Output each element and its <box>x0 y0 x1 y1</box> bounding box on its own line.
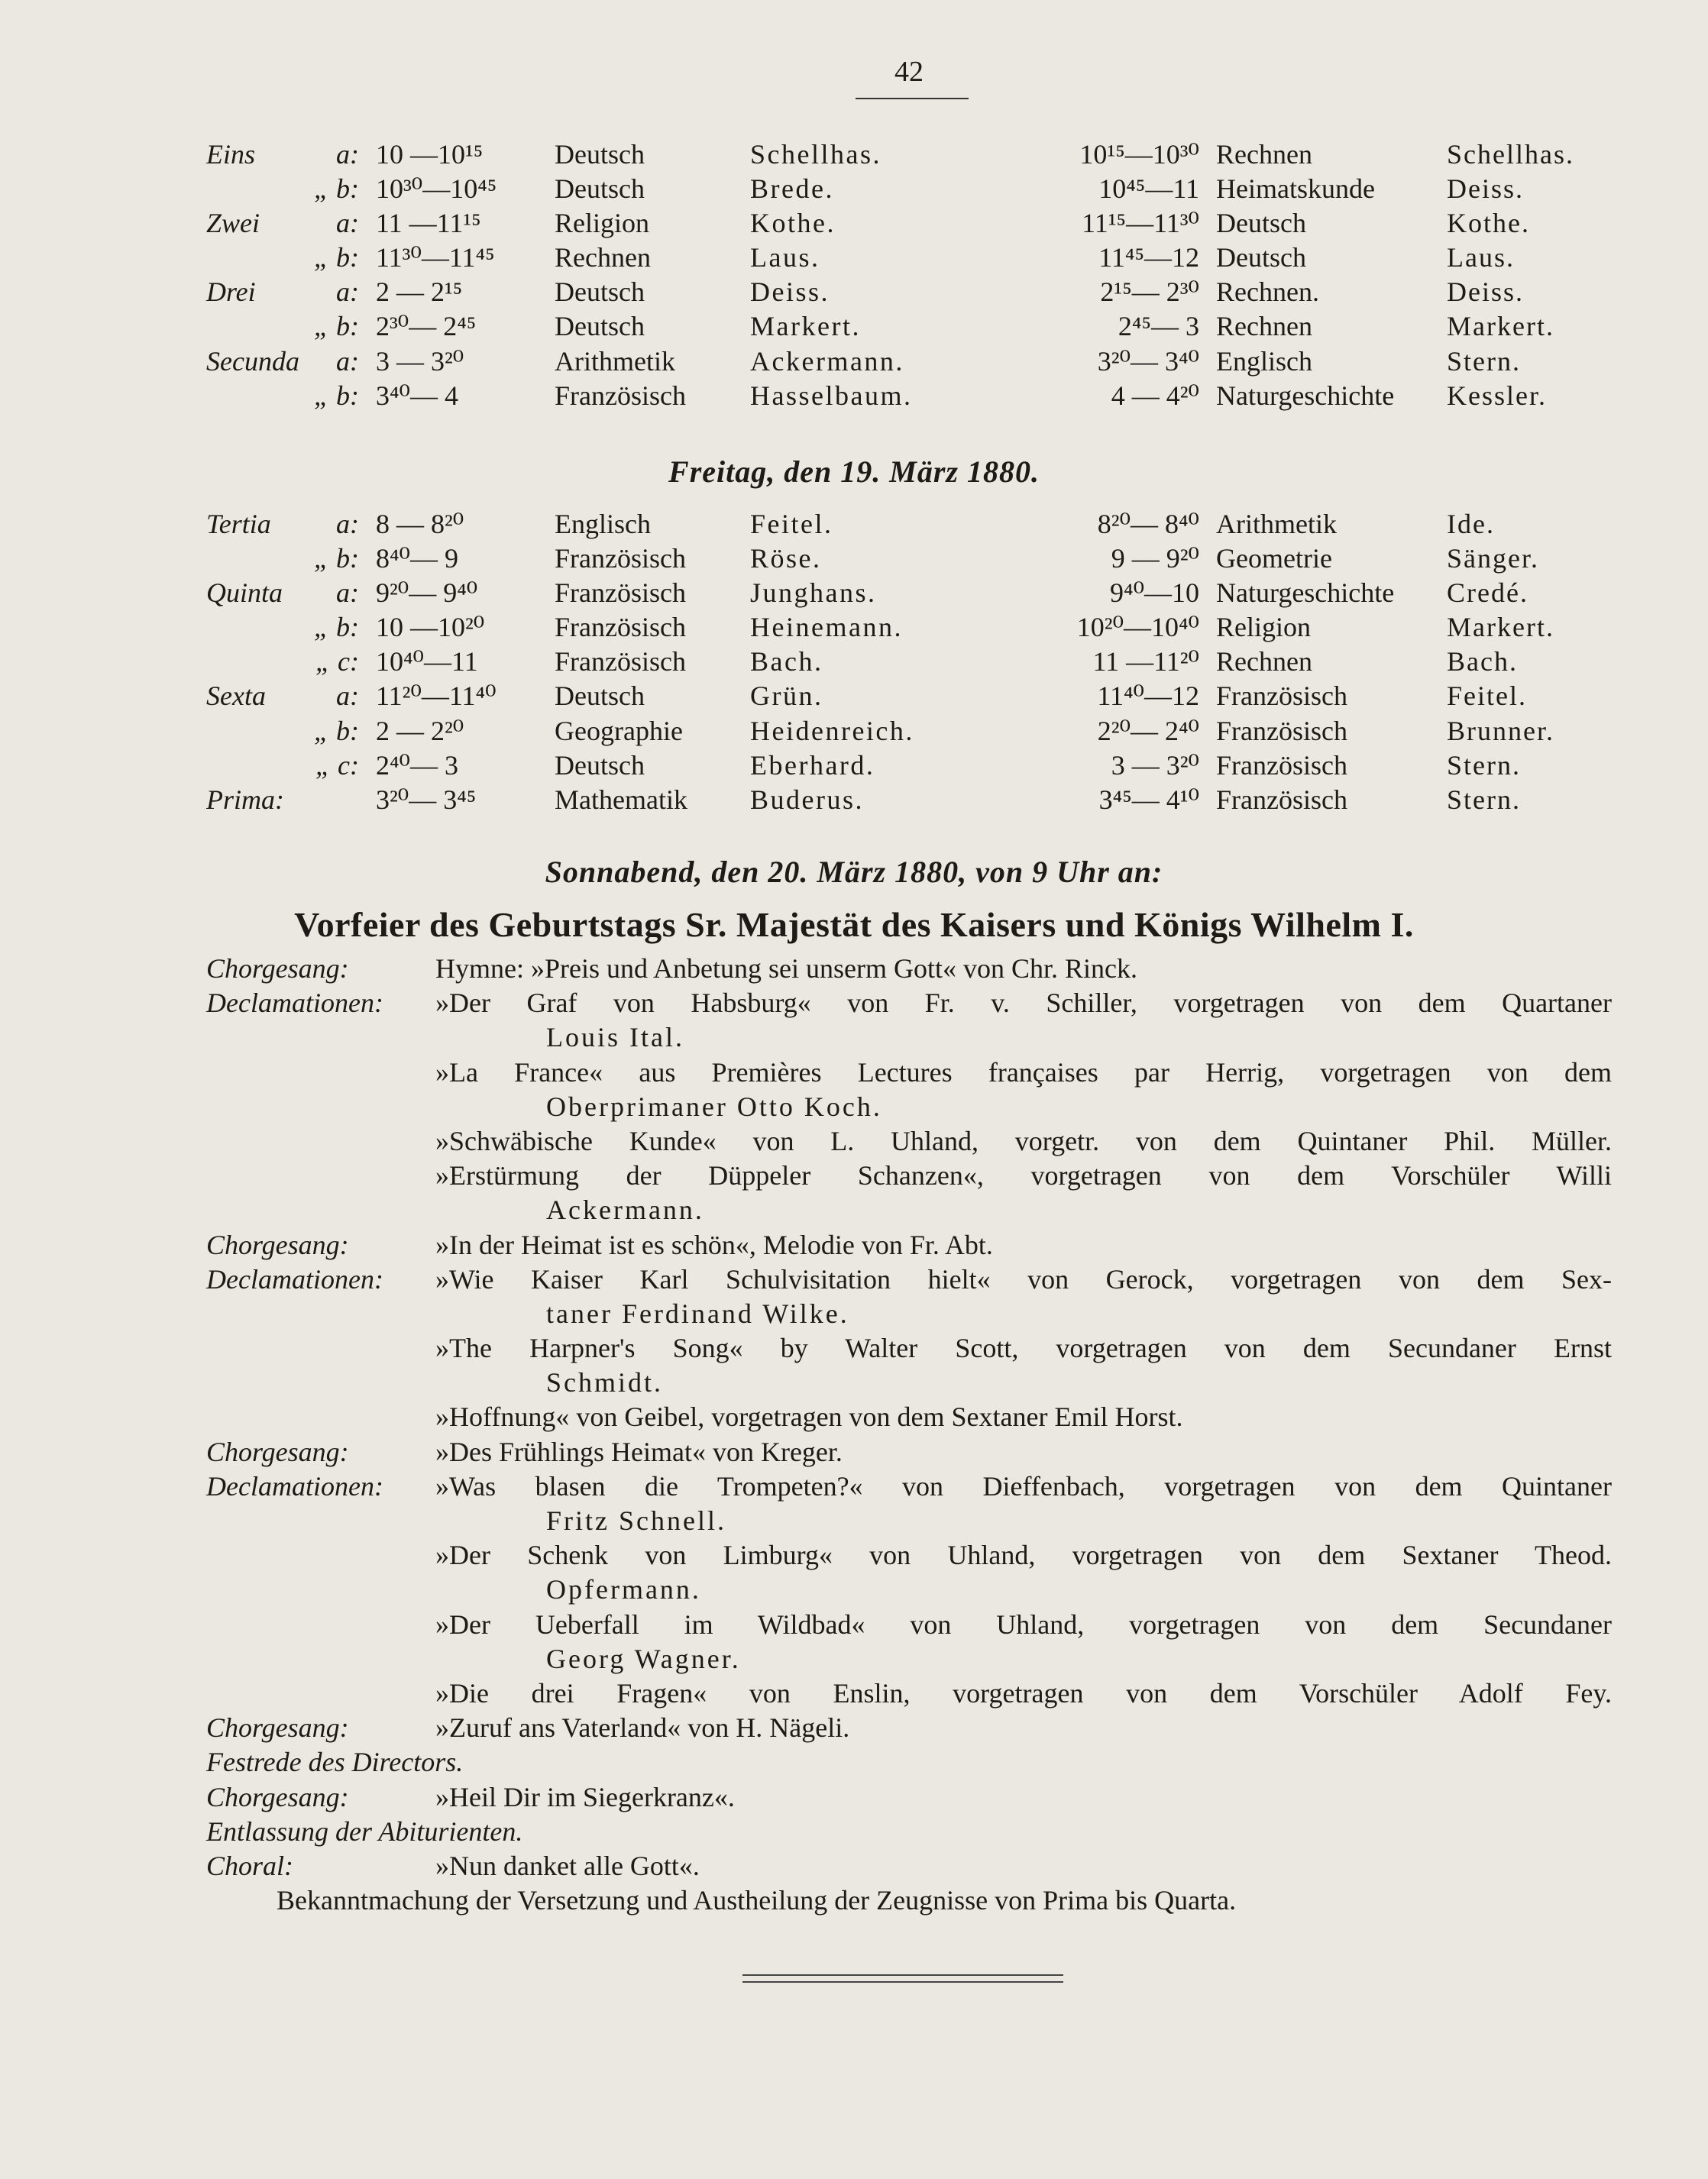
subject-second: Englisch <box>1216 345 1312 377</box>
class-section: „ c: <box>315 646 359 677</box>
programme-label: Chorgesang: <box>206 953 349 984</box>
programme-text: »Schwäbische Kunde« von L. Uhland, vorgetr. von dem Quintaner Phil. Müller. <box>435 1125 1612 1156</box>
class-section: „ b: <box>313 173 359 205</box>
class-name: Secunda <box>206 345 299 377</box>
subject-second: Arithmetik <box>1216 509 1337 539</box>
class-section: a: <box>336 681 359 712</box>
programme-text: Fritz Schnell. <box>546 1505 726 1536</box>
programme-text: Hymne: »Preis und Anbetung sei unserm Gott« von Chr. Rinck. <box>435 953 1137 984</box>
programme-label: Chorgesang: <box>206 1229 349 1260</box>
time-first: 11 —11¹⁵ <box>376 208 481 239</box>
subject-first: Französisch <box>555 612 686 643</box>
subject-first: Mathematik <box>555 784 687 815</box>
subject-second: Französisch <box>1216 681 1347 712</box>
time-first: 11³⁰—11⁴⁵ <box>376 242 495 273</box>
programme-text: Louis Ital. <box>546 1022 684 1053</box>
class-section: a: <box>336 577 359 609</box>
class-section: a: <box>336 208 359 239</box>
subject-second: Rechnen <box>1216 646 1312 677</box>
subject-second: Deutsch <box>1216 242 1306 273</box>
teacher-first: Kothe. <box>750 208 836 239</box>
time-second: 8²⁰— 8⁴⁰ <box>1097 509 1199 539</box>
teacher-second: Deiss. <box>1447 173 1524 205</box>
time-first: 2⁴⁰— 3 <box>376 749 458 781</box>
class-section: „ c: <box>315 749 359 781</box>
programme-text: Bekanntmachung der Versetzung und Austheilung der Zeugnisse von Prima bis Quarta. <box>277 1885 1237 1916</box>
programme-label: Choral: <box>206 1850 294 1881</box>
subject-first: Religion <box>555 208 649 239</box>
teacher-first: Schellhas. <box>750 139 881 170</box>
teacher-first: Laus. <box>750 242 820 273</box>
programme-text: »In der Heimat ist es schön«, Melodie von Fr. Abt. <box>435 1229 993 1260</box>
subject-second: Religion <box>1216 612 1311 643</box>
subject-first: Deutsch <box>555 749 645 781</box>
teacher-second: Brunner. <box>1447 715 1554 746</box>
programme-text: »Hoffnung« von Geibel, vorgetragen von dem Sextaner Emil Horst. <box>435 1401 1183 1433</box>
time-second: 10⁴⁵—11 <box>1098 173 1199 205</box>
celebration-heading: Vorfeier des Geburtstags Sr. Majestät des Kaisers und Königs Wilhelm I. <box>294 905 1414 944</box>
subject-second: Naturgeschichte <box>1216 380 1395 411</box>
subject-first: Deutsch <box>555 173 645 205</box>
time-second: 11 —11²⁰ <box>1092 646 1199 677</box>
programme-text: »Heil Dir im Siegerkranz«. <box>435 1781 735 1812</box>
subject-first: Französisch <box>555 577 686 609</box>
programme-label: Declamationen: <box>206 1470 383 1502</box>
teacher-first: Junghans. <box>750 577 877 609</box>
teacher-second: Markert. <box>1447 311 1554 342</box>
class-name: Quinta <box>206 577 283 609</box>
time-second: 10²⁰—10⁴⁰ <box>1076 612 1199 643</box>
subject-first: Englisch <box>555 509 651 539</box>
programme-label: Declamationen: <box>206 988 383 1019</box>
programme-text: »La France« aus Premières Lectures françaises par Herrig, vorgetragen von dem <box>435 1056 1612 1088</box>
class-section: a: <box>336 139 359 170</box>
time-first: 3 — 3²⁰ <box>376 345 464 377</box>
teacher-second: Kessler. <box>1447 380 1547 411</box>
time-second: 3⁴⁵— 4¹⁰ <box>1098 784 1199 815</box>
programme-text: »Was blasen die Trompeten?« von Dieffenbach, vorgetragen von dem Quintaner <box>435 1470 1612 1502</box>
time-first: 2 — 2¹⁵ <box>376 276 463 308</box>
saturday-heading: Sonnabend, den 20. März 1880, von 9 Uhr an: <box>545 855 1163 889</box>
subject-first: Französisch <box>555 646 686 677</box>
subject-second: Französisch <box>1216 715 1347 746</box>
subject-first: Deutsch <box>555 681 645 712</box>
class-section: „ b: <box>313 715 359 746</box>
time-first: 11²⁰—11⁴⁰ <box>376 681 497 712</box>
time-second: 11¹⁵—11³⁰ <box>1082 208 1199 239</box>
teacher-second: Bach. <box>1447 646 1518 677</box>
time-second: 9 — 9²⁰ <box>1111 543 1199 574</box>
class-name: Eins <box>206 139 256 170</box>
class-name: Zwei <box>206 208 260 239</box>
teacher-first: Deiss. <box>750 276 830 308</box>
class-name: Tertia <box>206 509 271 539</box>
teacher-first: Feitel. <box>750 509 833 539</box>
programme-label: Entlassung der Abiturienten. <box>206 1815 523 1847</box>
teacher-first: Röse. <box>750 543 822 574</box>
time-second: 2¹⁵— 2³⁰ <box>1100 276 1199 308</box>
teacher-first: Heinemann. <box>750 612 903 643</box>
subject-second: Heimatskunde <box>1216 173 1375 205</box>
class-section: „ b: <box>313 242 359 273</box>
teacher-first: Heidenreich. <box>750 715 914 746</box>
time-second: 4 — 4²⁰ <box>1111 380 1199 411</box>
teacher-first: Ackermann. <box>750 345 904 377</box>
programme-label: Declamationen: <box>206 1263 383 1295</box>
teacher-second: Ide. <box>1447 509 1495 539</box>
teacher-second: Markert. <box>1447 612 1554 643</box>
subject-first: Deutsch <box>555 276 645 308</box>
class-name: Drei <box>206 276 256 308</box>
time-first: 8 — 8²⁰ <box>376 509 464 539</box>
subject-second: Rechnen <box>1216 311 1312 342</box>
programme-text: Ackermann. <box>546 1195 704 1226</box>
programme-text: »Des Frühlings Heimat« von Kreger. <box>435 1436 843 1467</box>
teacher-first: Hasselbaum. <box>750 380 913 411</box>
friday-heading: Freitag, den 19. März 1880. <box>668 454 1040 489</box>
subject-first: Rechnen <box>555 242 651 273</box>
subject-first: Französisch <box>555 543 686 574</box>
time-second: 3²⁰— 3⁴⁰ <box>1097 345 1199 377</box>
programme-text: Oberprimaner Otto Koch. <box>546 1091 882 1122</box>
subject-second: Französisch <box>1216 749 1347 781</box>
closing-rule <box>742 1974 1063 1983</box>
subject-second: Deutsch <box>1216 208 1306 239</box>
class-section: „ b: <box>313 380 359 411</box>
class-section: a: <box>336 345 359 377</box>
teacher-first: Buderus. <box>750 784 864 815</box>
class-section: „ b: <box>313 612 359 643</box>
time-first: 10 —10¹⁵ <box>376 139 484 170</box>
teacher-second: Kothe. <box>1447 208 1530 239</box>
time-second: 9⁴⁰—10 <box>1110 577 1199 609</box>
teacher-first: Brede. <box>750 173 834 205</box>
programme-text: »Der Schenk von Limburg« von Uhland, vorgetragen von dem Sextaner Theod. <box>435 1540 1612 1571</box>
programme-text: »Wie Kaiser Karl Schulvisitation hielt« von Gerock, vorgetragen von dem Sex- <box>435 1263 1612 1295</box>
time-first: 2³⁰— 2⁴⁵ <box>376 311 477 342</box>
programme-text: »Der Ueberfall im Wildbad« von Uhland, vorgetragen von dem Secundaner <box>435 1608 1612 1640</box>
time-second: 10¹⁵—10³⁰ <box>1079 139 1199 170</box>
subject-first: Geographie <box>555 715 683 746</box>
teacher-second: Deiss. <box>1447 276 1524 308</box>
programme-text: Opfermann. <box>546 1574 701 1605</box>
time-first: 2 — 2²⁰ <box>376 715 464 746</box>
time-first: 10³⁰—10⁴⁵ <box>376 173 497 205</box>
time-first: 3⁴⁰— 4 <box>376 380 458 411</box>
time-first: 10⁴⁰—11 <box>376 646 478 677</box>
class-section: „ b: <box>313 311 359 342</box>
teacher-second: Feitel. <box>1447 681 1527 712</box>
subject-second: Rechnen <box>1216 139 1312 170</box>
programme-label: Chorgesang: <box>206 1781 349 1812</box>
time-second: 2²⁰— 2⁴⁰ <box>1097 715 1199 746</box>
page-number-rule <box>856 98 969 99</box>
teacher-first: Grün. <box>750 681 823 712</box>
programme-text: »Die drei Fragen« von Enslin, vorgetragen von dem Vorschüler Adolf Fey. <box>435 1677 1612 1709</box>
programme-text: »Der Graf von Habsburg« von Fr. v. Schiller, vorgetragen von dem Quartaner <box>435 988 1612 1019</box>
teacher-second: Stern. <box>1447 749 1521 781</box>
subject-second: Rechnen. <box>1216 276 1319 308</box>
teacher-first: Bach. <box>750 646 823 677</box>
time-second: 11⁴⁵—12 <box>1098 242 1199 273</box>
class-section: a: <box>336 509 359 539</box>
programme-text: »The Harpner's Song« by Walter Scott, vorgetragen von dem Secundaner Ernst <box>435 1333 1612 1364</box>
time-first: 10 —10²⁰ <box>376 612 485 643</box>
page-number: 42 <box>894 56 924 88</box>
time-first: 3²⁰— 3⁴⁵ <box>376 784 477 815</box>
teacher-second: Stern. <box>1447 784 1521 815</box>
programme-text: »Zuruf ans Vaterland« von H. Nägeli. <box>435 1712 850 1744</box>
teacher-second: Sänger. <box>1447 543 1539 574</box>
subject-first: Arithmetik <box>555 345 675 377</box>
subject-first: Deutsch <box>555 311 645 342</box>
class-section: a: <box>336 276 359 308</box>
time-first: 8⁴⁰— 9 <box>376 543 458 574</box>
programme-text: Schmidt. <box>546 1367 664 1398</box>
teacher-first: Eberhard. <box>750 749 875 781</box>
programme-text: Georg Wagner. <box>546 1643 741 1674</box>
programme-text: »Erstürmung der Düppeler Schanzen«, vorgetragen von dem Vorschüler Willi <box>435 1160 1612 1191</box>
programme-label: Chorgesang: <box>206 1712 349 1744</box>
subject-first: Französisch <box>555 380 686 411</box>
time-second: 2⁴⁵— 3 <box>1118 311 1199 342</box>
subject-second: Geometrie <box>1216 543 1332 574</box>
time-second: 11⁴⁰—12 <box>1097 681 1199 712</box>
teacher-second: Schellhas. <box>1447 139 1574 170</box>
teacher-first: Markert. <box>750 311 861 342</box>
subject-first: Deutsch <box>555 139 645 170</box>
time-second: 3 — 3²⁰ <box>1111 749 1199 781</box>
subject-second: Naturgeschichte <box>1216 577 1395 609</box>
class-name: Sexta <box>206 681 266 712</box>
time-first: 9²⁰— 9⁴⁰ <box>376 577 478 609</box>
programme-label: Festrede des Directors. <box>206 1747 464 1778</box>
programme-text: taner Ferdinand Wilke. <box>546 1298 849 1329</box>
class-section: „ b: <box>313 543 359 574</box>
teacher-second: Laus. <box>1447 242 1515 273</box>
subject-second: Französisch <box>1216 784 1347 815</box>
teacher-second: Stern. <box>1447 345 1521 377</box>
teacher-second: Credé. <box>1447 577 1528 609</box>
programme-label: Chorgesang: <box>206 1436 349 1467</box>
class-name: Prima: <box>206 784 284 815</box>
programme-text: »Nun danket alle Gott«. <box>435 1850 700 1881</box>
